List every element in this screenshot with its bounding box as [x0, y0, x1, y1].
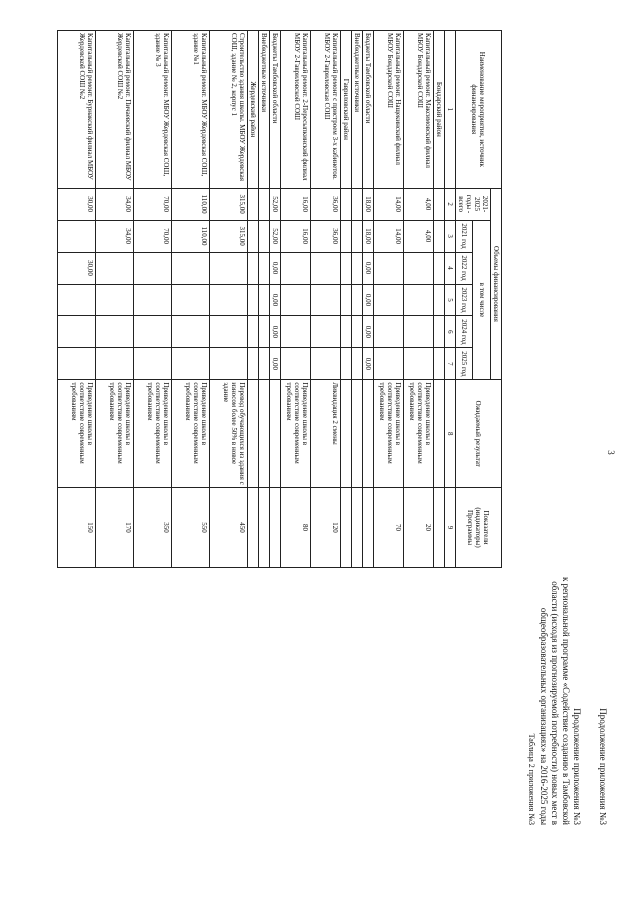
col-number: 6 [445, 316, 456, 348]
col-2025-header: 2025 год [456, 348, 474, 380]
event-name: Строительство здания школы. МБОУ Жердевская СОШ, здание № 2, корпус 1 [210, 31, 248, 189]
table-row [404, 31, 434, 568]
district-title: Жердевский район [248, 31, 259, 189]
total-value: 16,00 [281, 188, 311, 220]
table-row [281, 31, 311, 568]
y2021-value: 16,00 [281, 220, 311, 252]
table-row [210, 31, 248, 568]
budget-row [270, 31, 281, 568]
y2021-value: 36,00 [311, 220, 341, 252]
y2022-value: 30,00 [58, 252, 96, 284]
extra-budget-label: Внебюджетные источники [259, 31, 270, 189]
indicator-value: 80 [281, 488, 311, 568]
event-name: Капитальный ремонт с пристроем 3-х кабинетов. МБОУ 2-Гавриловская СОШ [311, 31, 341, 189]
extra-budget-label: Внебюджетные источники [352, 31, 363, 189]
page-number: 3 [606, 450, 616, 455]
table-row [172, 31, 210, 568]
header-row-1 [491, 31, 502, 568]
event-name: Капитальный ремонт. Максимовский филиал МБОУ Бондарской СОШ [404, 31, 434, 189]
expected-result: Приведение школы в соответствие современным требованиям [374, 380, 404, 488]
expected-result: Перевод обучающихся из здания с износом более 50% в новое здание [210, 380, 248, 488]
col-number: 3 [445, 220, 456, 252]
expected-result: Приведение школы в соответствие современным требованиям [134, 380, 172, 488]
col-indicator-header: Показатели (индикаторы) Программы [456, 488, 502, 568]
y2023-value: 0,00 [363, 284, 374, 316]
col-name-header: Наименование мероприятия, источник финансирования [456, 31, 502, 189]
y2022-value: 0,00 [363, 252, 374, 284]
header-line-3: области (исходя из прогнозируемой потребности) новых мест в [550, 581, 560, 825]
event-name: Капитальный ремонт. 2-Пересыпкинский филиал МБОУ 2-Гавриловской СОШ [281, 31, 311, 189]
y2024-value: 0,00 [270, 316, 281, 348]
y2022-value: 0,00 [270, 252, 281, 284]
col-volume-header: Объемы финансирования [491, 188, 502, 380]
col-number: 2 [445, 188, 456, 220]
district-row [341, 31, 352, 568]
extra-budget-row [352, 31, 363, 568]
col-number: 8 [445, 380, 456, 488]
total-value: 34,00 [96, 188, 134, 220]
total-value: 52,00 [270, 188, 281, 220]
y2021-value: 4,00 [404, 220, 434, 252]
table-row [374, 31, 404, 568]
y2021-value: 34,00 [96, 220, 134, 252]
y2023-value: 0,00 [270, 284, 281, 316]
table-caption: Таблица 2 приложения №3 [527, 733, 536, 825]
extra-budget-row [259, 31, 270, 568]
total-value: 30,00 [58, 188, 96, 220]
col-result-header: Ожидаемый результат [456, 380, 502, 488]
y2021-value: 110,00 [172, 220, 210, 252]
indicator-value: 550 [172, 488, 210, 568]
budget-label: Бюджеты Тамбовской области [363, 31, 374, 189]
expected-result: Приведение школы в соответствие современным требованиям [58, 380, 96, 488]
event-name: Капитальный ремонт. Пичаевский филиал МБОУ Жердевской СОШ №2 [96, 31, 134, 189]
col-number: 4 [445, 252, 456, 284]
table-row [96, 31, 134, 568]
col-number: 7 [445, 348, 456, 380]
expected-result: Приведение школы в соответствие современным требованиям [96, 380, 134, 488]
header-line-1: Продолжение приложения №3 [572, 708, 582, 825]
event-name: Капитальный ремонт. МБОУ Жердевская СОШ, здание № 3 [134, 31, 172, 189]
y2021-value: 18,00 [363, 220, 374, 252]
financing-table [57, 30, 502, 568]
col-2024-header: 2024 год [456, 316, 474, 348]
total-value: 315,00 [210, 188, 248, 220]
total-value: 36,00 [311, 188, 341, 220]
indicator-value: 70 [374, 488, 404, 568]
col-incl-header: в том числе [473, 220, 491, 380]
district-row [248, 31, 259, 568]
indicator-value: 150 [58, 488, 96, 568]
event-name: Капитальный ремонт. МБОУ Жердевская СОШ, здание №1 [172, 31, 210, 189]
expected-result: Ликвидация 2 смены [311, 380, 341, 488]
table-row [311, 31, 341, 568]
table-row [58, 31, 96, 568]
total-value: 18,00 [363, 188, 374, 220]
expected-result: Приведение школы в соответствие современным требованиям [172, 380, 210, 488]
col-2021-header: 2021 год [456, 220, 474, 252]
indicator-value: 350 [134, 488, 172, 568]
y2021-value: 52,00 [270, 220, 281, 252]
total-value: 14,00 [374, 188, 404, 220]
col-2023-header: 2023 год [456, 284, 474, 316]
y2025-value: 0,00 [363, 348, 374, 380]
continuation-label: Продолжение приложения №3 [598, 708, 608, 825]
header-line-4: общеобразовательных организациях» на 2016-2025 годы [539, 607, 549, 825]
col-number: 5 [445, 284, 456, 316]
district-row [434, 31, 445, 568]
header-line-2: к региональной программе «Содействие созданию в Тамбовской [561, 576, 571, 825]
y2021-value: 14,00 [374, 220, 404, 252]
event-name: Капитальный ремонт. Бурнакский филиал МБОУ Жердевской СОШ №2 [58, 31, 96, 189]
indicator-value: 20 [404, 488, 434, 568]
total-value: 110,00 [172, 188, 210, 220]
budget-label: Бюджеты Тамбовской области [270, 31, 281, 189]
col-number: 9 [445, 488, 456, 568]
y2021-value: 70,00 [134, 220, 172, 252]
col-total-header: 2021-2025 годы - всего [456, 188, 491, 220]
budget-row [363, 31, 374, 568]
total-value: 4,00 [404, 188, 434, 220]
expected-result: Приведение школы в соответствие современным требованиям [281, 380, 311, 488]
district-title: Бондарский район [434, 31, 445, 189]
district-title: Гавриловский район [341, 31, 352, 189]
indicator-value: 120 [311, 488, 341, 568]
indicator-value: 450 [210, 488, 248, 568]
expected-result: Приведение школы в соответствие современным требованиям [404, 380, 434, 488]
y2021-value: 315,00 [210, 220, 248, 252]
y2024-value: 0,00 [363, 316, 374, 348]
column-number-row [445, 31, 456, 568]
y2025-value: 0,00 [270, 348, 281, 380]
table-row [134, 31, 172, 568]
col-2022-header: 2022 год [456, 252, 474, 284]
col-number: 1 [445, 31, 456, 189]
total-value: 70,00 [134, 188, 172, 220]
event-name: Капитальный ремонт. Нащекинский филиал МБОУ Бондарской СОШ [374, 31, 404, 189]
indicator-value: 170 [96, 488, 134, 568]
